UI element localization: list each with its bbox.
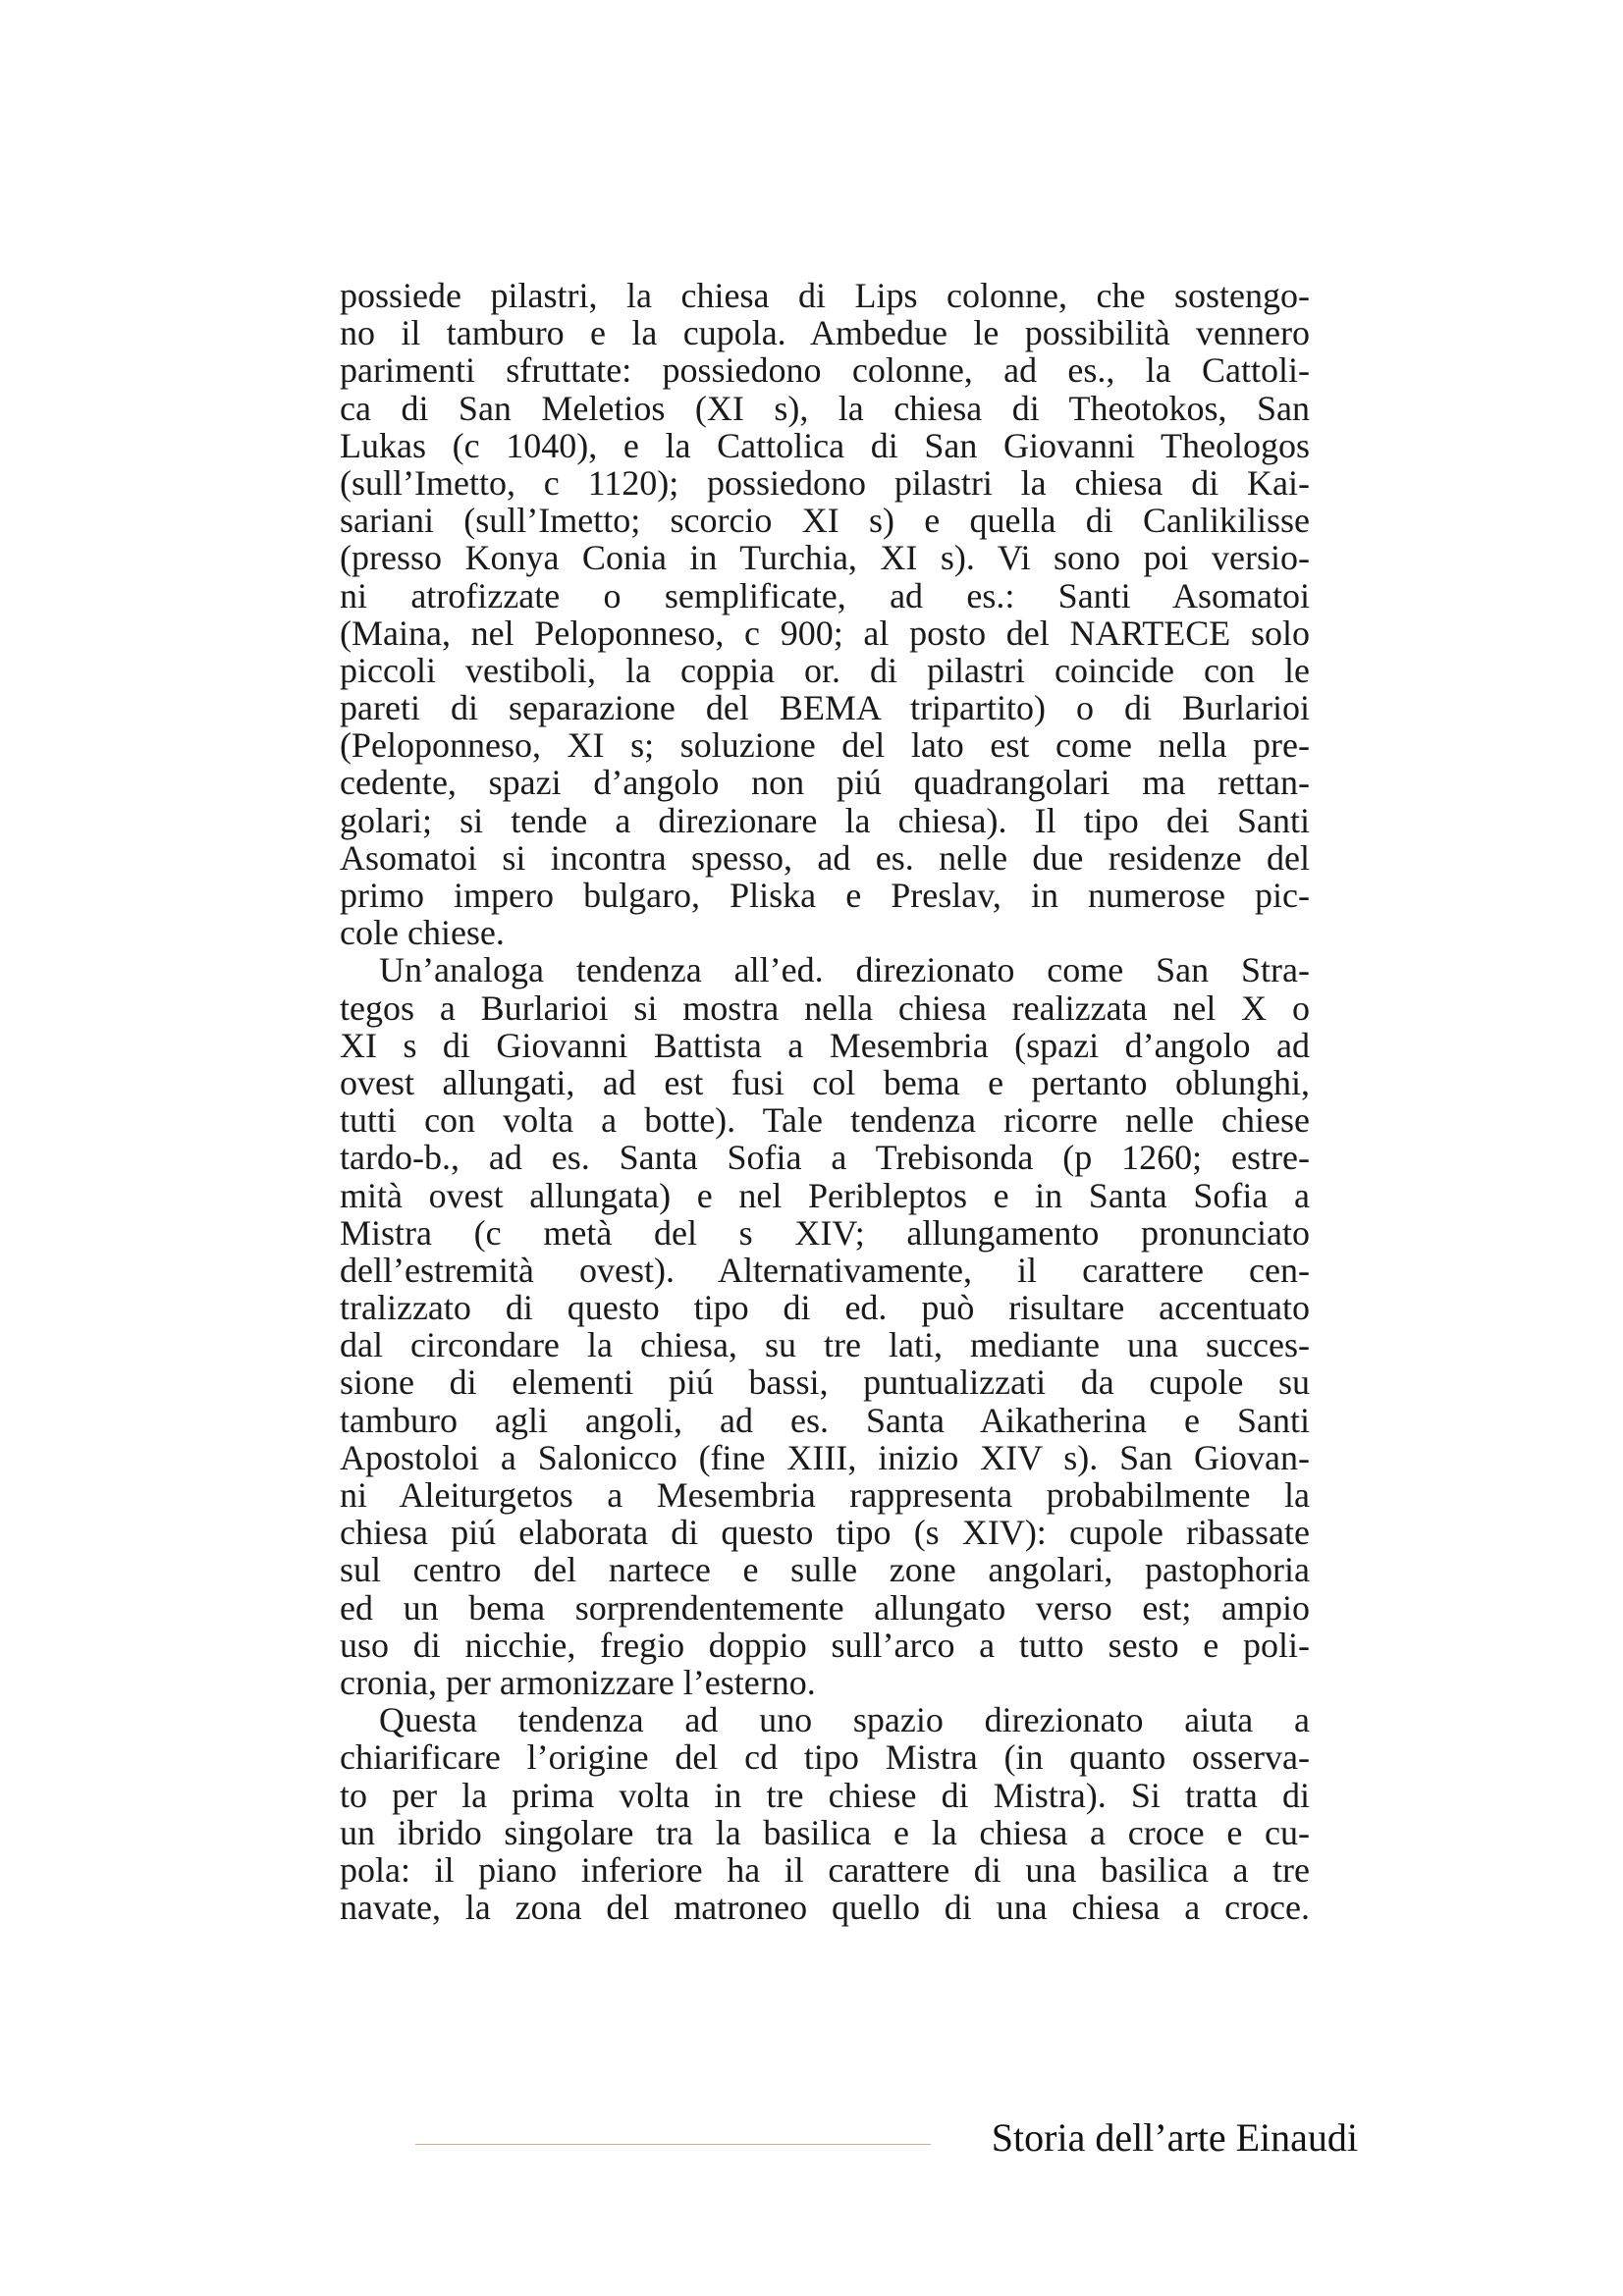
text-line: sione di elementi piú bassi, puntualizzati da cupole su [340, 1362, 1310, 1403]
text-line: (presso Konya Conia in Turchia, XI s). Vi sono poi versio- [340, 538, 1310, 578]
text-line: sariani (sull’Imetto; scorcio XI s) e quella di Canlikilisse [340, 501, 1310, 541]
footer-rule [415, 2144, 931, 2145]
text-line: primo impero bulgaro, Pliska e Preslav, in numerose pic- [340, 876, 1310, 915]
text-line: cole chiese. [340, 913, 505, 953]
text-line: (Maina, nel Peloponneso, c 900; al posto del NARTECE solo [340, 613, 1310, 653]
text-line: Mistra (c metà del s XIV; allungamento pronunciato [340, 1212, 1310, 1253]
text-line: uso di nicchie, fregio doppio sull’arco a tutto sesto e poli- [340, 1625, 1310, 1665]
text-line: cedente, spazi d’angolo non piú quadrangolari ma rettan- [340, 763, 1310, 803]
text-line: Apostoloi a Salonicco (fine XIII, inizio XIV s). San Giovan- [340, 1437, 1310, 1477]
text-line: chiarificare l’origine del cd tipo Mistra (in quanto osserva- [340, 1737, 1310, 1778]
text-line: no il tamburo e la cupola. Ambedue le possibilità vennero [340, 313, 1310, 353]
text-line: tardo-b., ad es. Santa Sofia a Trebisonda (p 1260; estre- [340, 1138, 1310, 1178]
text-line: tegos a Burlarioi si mostra nella chiesa realizzata nel X o [340, 988, 1310, 1028]
text-line: possiede pilastri, la chiesa di Lips colonne, che sostengo- [340, 276, 1310, 315]
text-line: (sull’Imetto, c 1120); possiedono pilastri la chiesa di Kai- [340, 462, 1310, 503]
page-footer [415, 2109, 1358, 2167]
text-line: parimenti sfruttate: possiedono colonne, ad es., la Cattoli- [340, 350, 1310, 391]
text-line: to per la prima volta in tre chiese di Mistra). Si tratta di [340, 1775, 1310, 1815]
body-text [340, 277, 1310, 1926]
text-line: ed un bema sorprendentemente allungato verso est; ampio [340, 1587, 1310, 1628]
text-line: dal circondare la chiesa, su tre lati, mediante una succes- [340, 1325, 1310, 1365]
text-line: ni atrofizzate o semplificate, ad es.: Santi Asomatoi [340, 575, 1310, 615]
text-line: dell’estremità ovest). Alternativamente, il carattere cen- [340, 1250, 1310, 1290]
text-line: pareti di separazione del BEMA tripartito) o di Burlarioi [340, 688, 1310, 728]
text-line: pola: il piano inferiore ha il carattere di una basilica a tre [340, 1849, 1310, 1890]
text-line: Asomatoi si incontra spesso, ad es. nelle due residenze del [340, 837, 1310, 878]
text-line: navate, la zona del matroneo quello di una chiesa a croce. [340, 1888, 1310, 1928]
text-line: XI s di Giovanni Battista a Mesembria (spazi d’angolo ad [340, 1025, 1310, 1065]
text-line: tralizzato di questo tipo di ed. può risultare accentuato [340, 1288, 1310, 1328]
text-line: piccoli vestiboli, la coppia or. di pilastri coincide con le [340, 650, 1310, 690]
text-line: ovest allungati, ad est fusi col bema e pertanto oblunghi, [340, 1062, 1310, 1102]
text-line: golari; si tende a direzionare la chiesa). Il tipo dei Santi [340, 800, 1310, 840]
text-line: tutti con volta a botte). Tale tendenza ricorre nelle chiese [340, 1100, 1310, 1141]
text-line: mità ovest allungata) e nel Peribleptos e in Santa Sofia a [340, 1175, 1310, 1215]
paragraph-start-line: Un’analoga tendenza all’ed. direzionato come San Stra- [379, 950, 1310, 990]
text-line: Lukas (c 1040), e la Cattolica di San Giovanni Theologos [340, 425, 1310, 465]
footer-title: Storia dell’arte Einaudi [991, 2115, 1358, 2160]
paragraph-start-line: Questa tendenza ad uno spazio direzionato aiuta a [379, 1700, 1310, 1740]
text-line: ca di San Meletios (XI s), la chiesa di Theotokos, San [340, 388, 1310, 428]
text-line: ni Aleiturgetos a Mesembria rappresenta probabilmente la [340, 1475, 1310, 1515]
text-line: sul centro del nartece e sulle zone angolari, pastophoria [340, 1550, 1310, 1590]
text-line: chiesa piú elaborata di questo tipo (s XIV): cupole ribassate [340, 1513, 1310, 1553]
text-line: tamburo agli angoli, ad es. Santa Aikatherina e Santi [340, 1400, 1310, 1440]
text-line: un ibrido singolare tra la basilica e la chiesa a croce e cu- [340, 1812, 1310, 1852]
text-line: (Peloponneso, XI s; soluzione del lato est come nella pre- [340, 725, 1310, 766]
text-line: cronia, per armonizzare l’esterno. [340, 1662, 816, 1702]
